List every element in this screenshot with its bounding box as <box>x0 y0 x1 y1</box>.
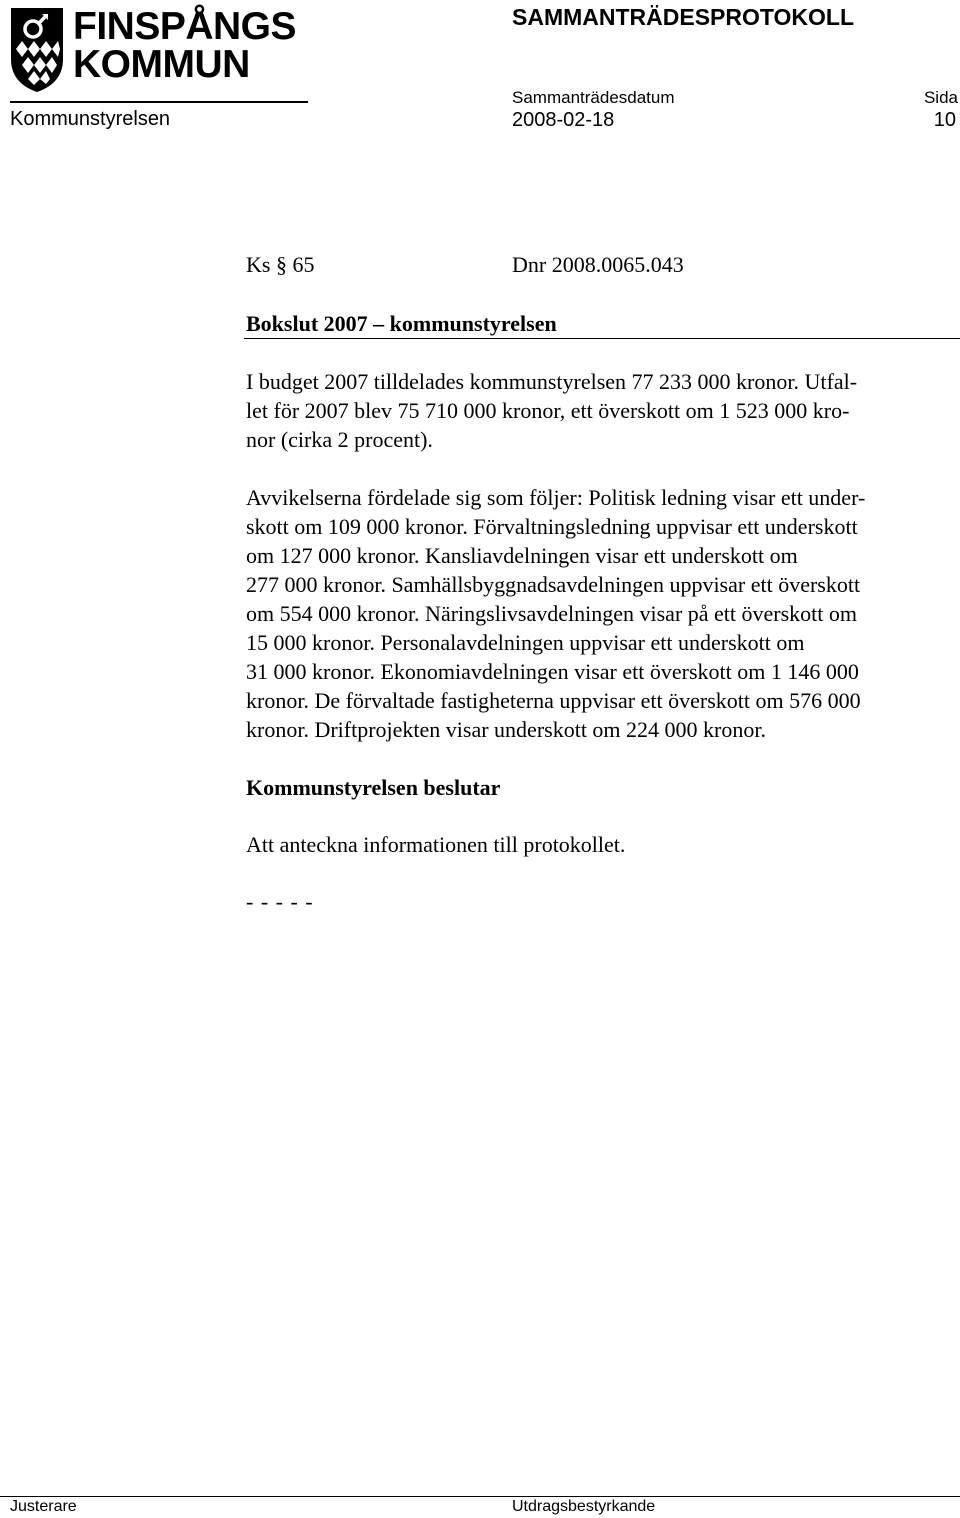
municipality-logo <box>10 3 310 103</box>
paragraph-line: om 127 000 kronor. Kansliavdelningen visar ett underskott om <box>246 543 798 568</box>
meeting-date-value: 2008-02-18 <box>512 109 615 131</box>
coat-of-arms-icon <box>10 7 64 93</box>
department-name: Kommunstyrelsen <box>10 108 171 130</box>
section-end-marker: - - - - - <box>246 889 314 914</box>
page-number: 10 <box>933 109 956 131</box>
title-divider <box>244 338 960 339</box>
paragraph-line: 31 000 kronor. Ekonomiavdelningen visar ett överskott om 1 146 000 <box>246 659 859 684</box>
extract-certification-label: Utdragsbestyrkande <box>512 1498 656 1515</box>
paragraph-line: kronor. De förvaltade fastigheterna uppvisar ett överskott om 576 000 <box>246 688 861 713</box>
logo-wordmark-line1: FINSPÅNGS <box>73 5 297 48</box>
meeting-date-label: Sammanträdesdatum <box>512 88 675 107</box>
paragraph-line: Avvikelserna fördelade sig som följer: Politisk ledning visar ett under- <box>246 485 866 510</box>
paragraph-line: 15 000 kronor. Personalavdelningen uppvisar ett underskott om <box>246 630 805 655</box>
decision-heading: Kommunstyrelsen beslutar <box>246 775 501 800</box>
paragraph-line: 277 000 kronor. Samhällsbyggnadsavdelningen uppvisar ett överskott <box>246 572 861 597</box>
document-type: SAMMANTRÄDESPROTOKOLL <box>512 4 855 30</box>
decision-text: Att anteckna informationen till protokollet. <box>246 832 626 857</box>
adjuster-label: Justerare <box>10 1498 77 1515</box>
header-divider <box>10 101 308 103</box>
paragraph-line: om 554 000 kronor. Näringslivsavdelningen visar på ett överskott om <box>246 601 858 626</box>
paragraph-line: kronor. Driftprojekten visar underskott om 224 000 kronor. <box>246 717 766 742</box>
logo-wordmark-line2: KOMMUN <box>73 43 250 86</box>
paragraph-line: I budget 2007 tilldelades kommunstyrelsen 77 233 000 kronor. Utfal- <box>246 369 858 394</box>
section-code: Ks § 65 <box>246 252 315 277</box>
deviations-paragraph <box>246 483 865 744</box>
paragraph-line: nor (cirka 2 procent). <box>246 427 433 452</box>
paragraph-line: skott om 109 000 kronor. Förvaltningsledning uppvisar ett underskott <box>246 514 858 539</box>
case-number: Dnr 2008.0065.043 <box>512 252 684 277</box>
footer-divider <box>0 1496 960 1497</box>
page-label: Sida <box>923 88 958 107</box>
paragraph-line: let för 2007 blev 75 710 000 kronor, ett överskott om 1 523 000 kro- <box>246 398 850 423</box>
item-title: Bokslut 2007 – kommunstyrelsen <box>246 311 557 336</box>
budget-paragraph <box>246 367 857 454</box>
